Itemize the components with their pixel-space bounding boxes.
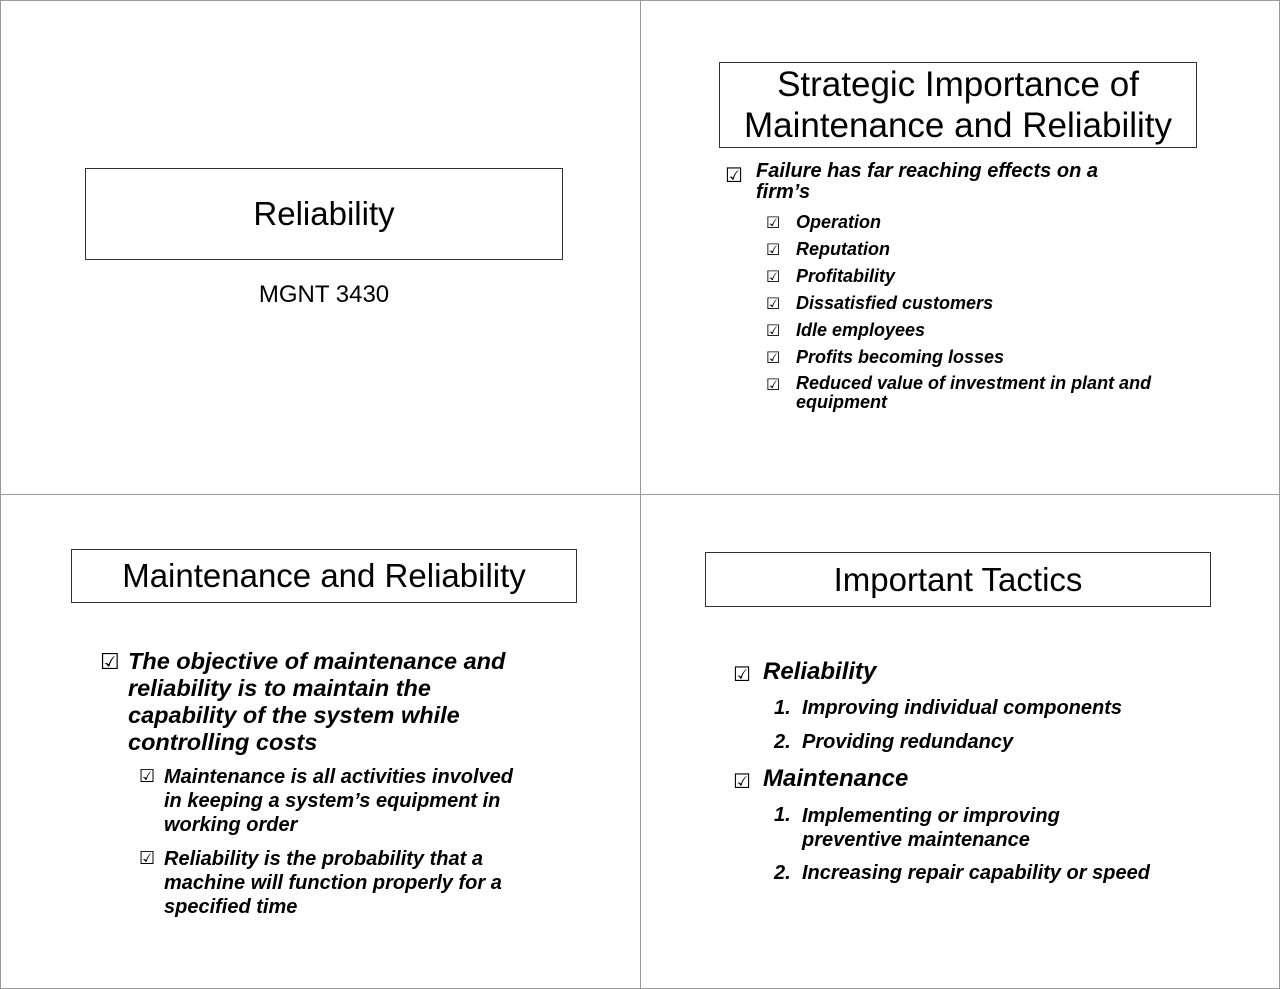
reliability-item-1: Improving individual components [802,697,1123,719]
slide-3-maintenance-definition: Maintenance is all activities involved in keeping a system’s equipment in working order [164,766,514,836]
maintenance-item-num: 2. [774,862,791,884]
slide-1-subtitle: MGNT 3430 [258,281,390,308]
checkbox-icon: ☑ [766,348,781,367]
slide-3-main-bullet: The objective of maintenance and reliability is to maintain the capability of the system while controlling costs [128,648,506,755]
reliability-item-2: Providing redundancy [802,731,1014,753]
slide-3-title [71,549,577,603]
slide-3-reliability-definition: Reliability is the probability that a machine will function properly for a specified time [164,848,502,918]
slide-1-title-text: Reliability [253,195,395,232]
slide-4-title [705,552,1211,607]
slide-1 [0,0,641,495]
checkbox-icon: ☑ [725,163,743,187]
sub-item-reduced-value: Reduced value of investment in plant and equipment [796,373,1152,412]
slide-4 [640,494,1280,989]
sub-item-idle-employees: Idle employees [796,320,926,340]
reliability-item-num: 2. [774,731,791,753]
checkbox-icon: ☑ [766,294,781,313]
slide-2-main-bullet: Failure has far reaching effects on a firm’s [756,160,1098,203]
sub-item-dissatisfied-customers: Dissatisfied customers [796,293,994,313]
checkbox-icon: ☑ [139,848,156,869]
checkbox-icon: ☑ [733,769,751,793]
maintenance-item-1: Implementing or improving preventive maintenance [802,805,1060,851]
checkbox-icon: ☑ [766,240,781,259]
slide-3 [0,494,641,989]
slide-2 [640,0,1280,495]
sub-item-profitability: Profitability [796,266,896,286]
slide-2-title-line-1: Strategic Importance of [777,65,1139,104]
checkbox-icon: ☑ [766,213,781,232]
reliability-item-num: 1. [774,697,791,719]
sub-item-profits-becoming-losses: Profits becoming losses [796,347,1005,367]
reliability-heading: Reliability [763,658,877,685]
checkbox-icon: ☑ [139,766,156,787]
slide-2-title [719,62,1197,148]
maintenance-heading: Maintenance [763,765,909,792]
slide-4-title-text: Important Tactics [833,560,1083,598]
maintenance-item-2: Increasing repair capability or speed [802,862,1150,884]
slide-3-title-text: Maintenance and Reliability [122,557,526,594]
slide-2-title-line-2: Maintenance and Reliability [743,106,1173,145]
checkbox-icon: ☑ [766,375,781,394]
sub-item-reputation: Reputation [796,239,890,259]
maintenance-item-num: 1. [774,804,791,826]
checkbox-icon: ☑ [100,650,120,675]
checkbox-icon: ☑ [766,321,781,340]
checkbox-icon: ☑ [766,267,781,286]
sub-item-operation: Operation [796,212,882,232]
slide-1-title [85,168,563,260]
checkbox-icon: ☑ [733,662,751,686]
